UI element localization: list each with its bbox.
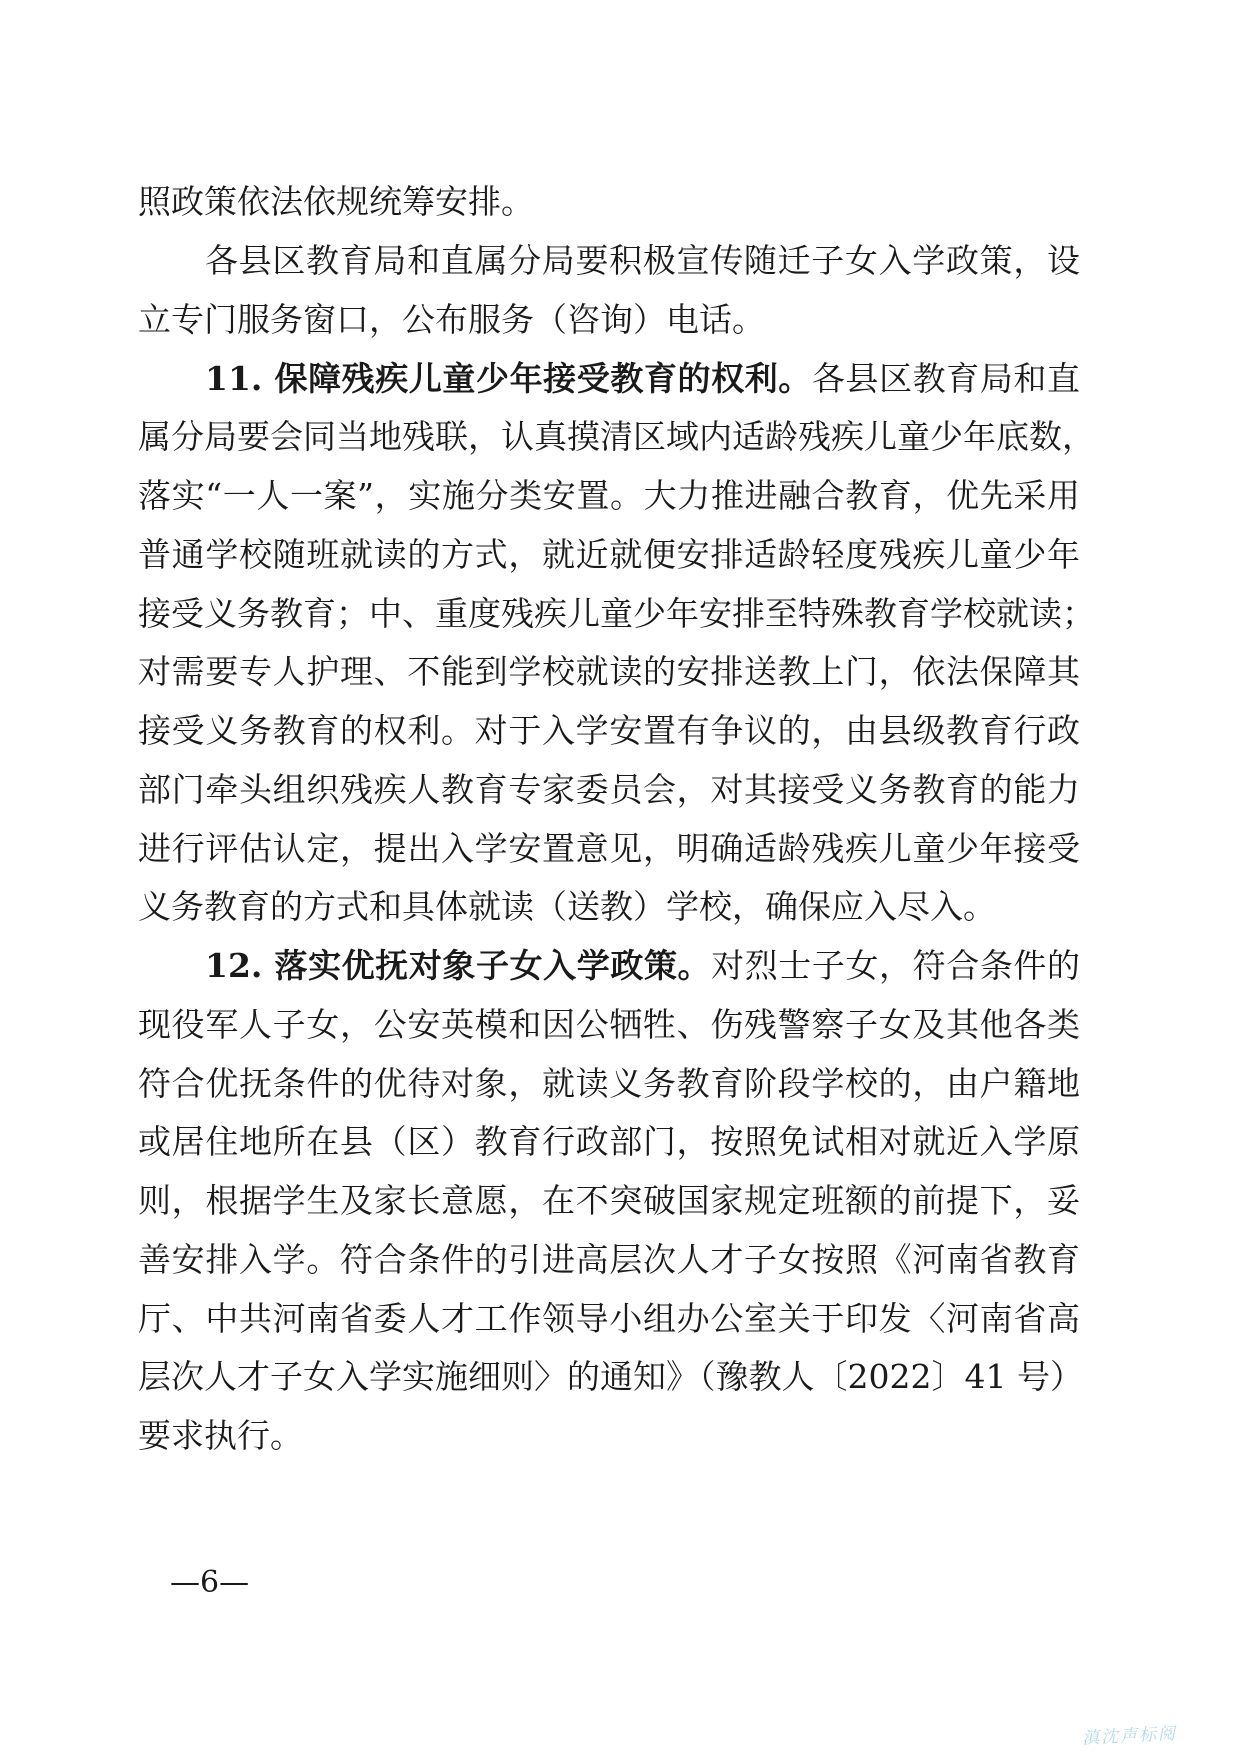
text-line: 进行评估认定，提出入学安置意见，明确适龄残疾儿童少年接受 [138,829,1080,868]
text-line: 部门牵头组织残疾人教育专家委员会，对其接受义务教育的能力 [138,770,1080,809]
text-line: 落实“一人一案”，实施分类安置。大力推进融合教育，优先采用 [138,476,1080,515]
text-line: 普通学校随班就读的方式，就近就便安排适龄轻度残疾儿童少年 [138,535,1080,574]
text-line: 则，根据学生及家长意愿，在不突破国家规定班额的前提下，妥 [138,1181,1080,1220]
paragraph-11-first-line [205,355,1080,403]
text-line: 对需要专人护理、不能到学校就读的安排送教上门，依法保障其 [138,652,1080,691]
text-line: 符合优抚条件的优待对象，就读义务教育阶段学校的，由户籍地 [138,1064,1080,1103]
text-line: 现役军人子女，公安英模和因公牺牲、伤残警察子女及其他各类 [138,1005,1080,1044]
text-line: 属分局要会同当地残联，认真摸清区域内适龄残疾儿童少年底数， [138,417,1095,456]
text-line: 义务教育的方式和具体就读（送教）学校，确保应入尽入。 [138,887,996,926]
page-number: —6— [170,1565,250,1600]
text-line: 接受义务教育的权利。对于入学安置有争议的，由县级教育行政 [138,711,1080,750]
text-line: 要求执行。 [138,1416,303,1455]
text-line: 立专门服务窗口，公布服务（咨询）电话。 [138,300,765,339]
text-line: 接受义务教育；中、重度残疾儿童少年安排至特殊教育学校就读； [138,594,1095,633]
text-line: 照政策依法依规统筹安排。 [138,182,534,221]
text-line: 对烈士子女，符合条件的 [711,946,1080,985]
item-11-heading: 11. 保障残疾儿童少年接受教育的权利。 [205,359,812,398]
text-line: 层次人才子女入学实施细则〉的通知》（豫教人〔2022〕41 号） [138,1357,1083,1396]
text-line: 各县区教育局和直属分局要积极宣传随迁子女入学政策，设 [205,241,1080,280]
item-12-heading: 12. 落实优抚对象子女入学政策。 [205,946,712,985]
text-line: 各县区教育局和直 [811,359,1081,398]
text-line: 厅、中共河南省委人才工作领导小组办公室关于印发〈河南省高 [138,1299,1080,1338]
text-line: 善安排入学。符合条件的引进高层次人才子女按照《河南省教育 [138,1240,1080,1279]
watermark: 滇沈声标阅 [1081,1723,1178,1749]
text-line: 或居住地所在县（区）教育行政部门，按照免试相对就近入学原 [138,1122,1080,1161]
paragraph-12-first-line [205,942,1080,990]
